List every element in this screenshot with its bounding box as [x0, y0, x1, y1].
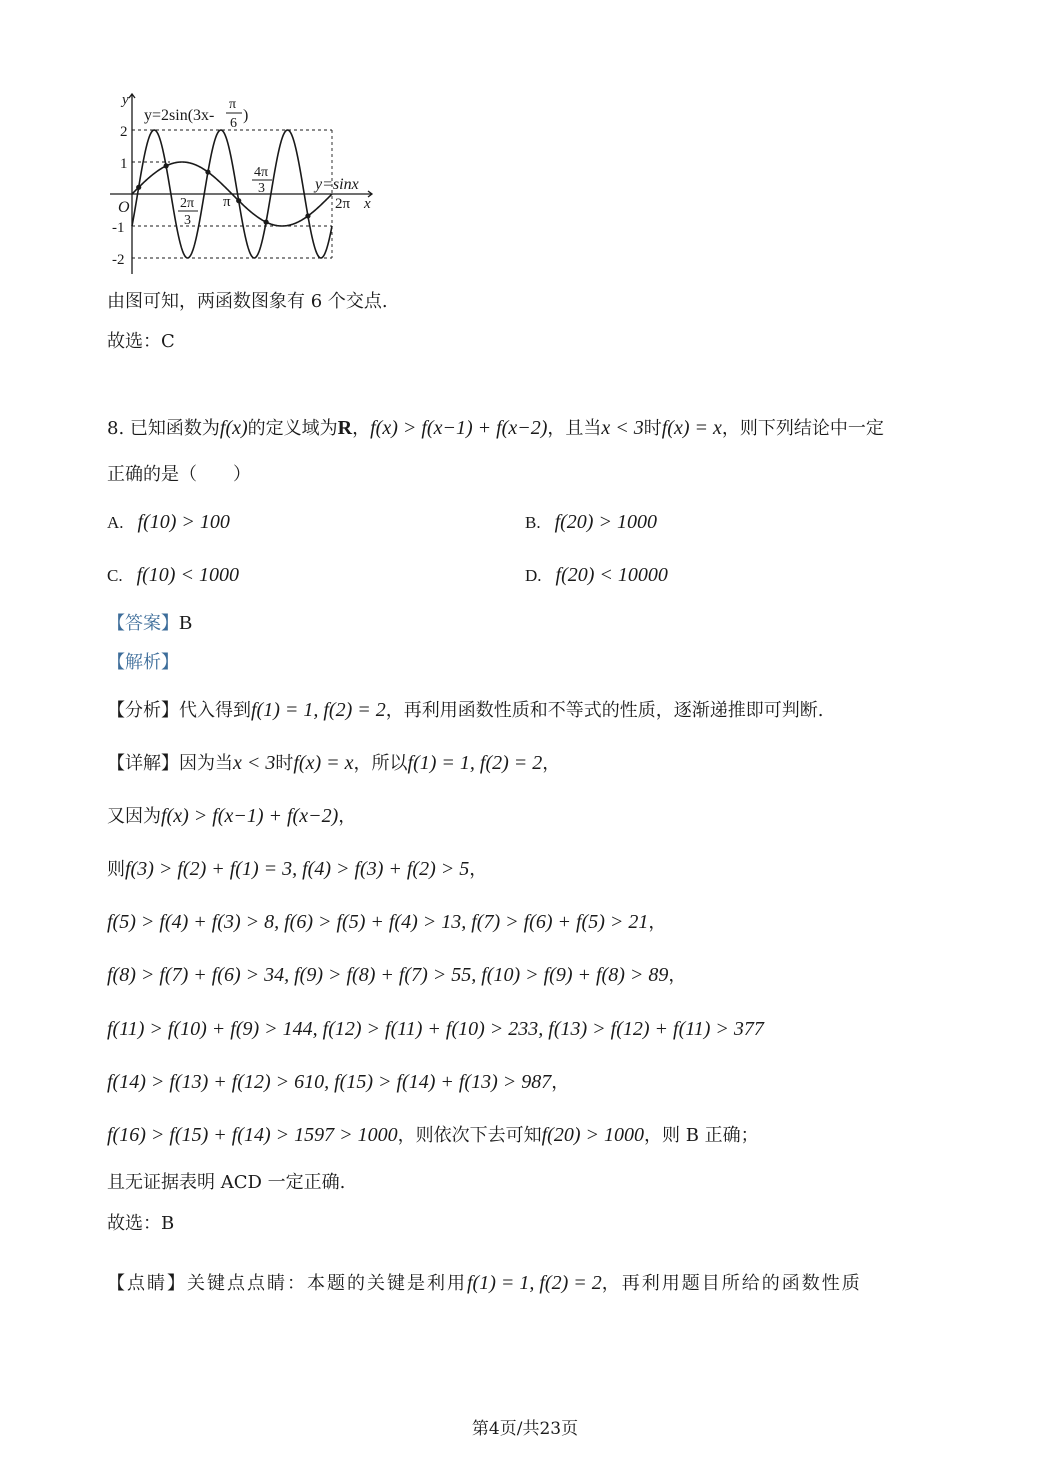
- option-a-text: f(10) > 100: [137, 511, 230, 533]
- option-b-label: B.: [525, 513, 541, 532]
- step-5: [107, 1017, 764, 1042]
- option-c-label: C.: [107, 566, 123, 585]
- option-b-text: f(20) > 1000: [554, 511, 657, 533]
- step-7: [107, 1123, 759, 1148]
- step-5-math: f(11) > f(10) + f(9) > 144, f(12) > f(11) + f(10) > 233, f(13) > f(12) + f(11) > 377: [107, 1018, 764, 1040]
- page-footer: 第4页/共23页: [471, 1419, 579, 1439]
- key-point: [107, 1271, 862, 1296]
- detail-d: ，: [542, 753, 561, 774]
- option-a-label: A.: [107, 513, 124, 532]
- y-axis-label: y: [122, 92, 129, 108]
- curve1-frac-den: 6: [230, 116, 237, 131]
- summary-a: 代入得到: [179, 700, 251, 721]
- q8-fx: f(x): [219, 417, 248, 439]
- step-6-math: f(14) > f(13) + f(12) > 610, f(15) > f(14) + f(13) > 987: [107, 1071, 552, 1093]
- step-6: [107, 1070, 569, 1095]
- analysis-heading: [107, 651, 179, 675]
- summary-math: f(1) = 1, f(2) = 2: [251, 699, 386, 721]
- detail-m3: f(1) = 1, f(2) = 2: [407, 752, 543, 774]
- key-point-a: 关键点点睛：本题的关键是利用: [187, 1273, 467, 1294]
- detail-a: 因为当: [179, 753, 233, 774]
- step-7-math2: f(20) > 1000: [541, 1124, 644, 1146]
- q8-sep: ，: [352, 418, 371, 439]
- detail-tag: 【详解】: [107, 753, 179, 774]
- step-7-text: ，则依次下去可知: [397, 1125, 542, 1146]
- step-2: [107, 857, 487, 882]
- q8-stem-line2: 正确的是（ ）: [107, 464, 251, 485]
- detail-b: 时: [275, 753, 294, 774]
- step-3-math: f(5) > f(4) + f(3) > 8, f(6) > f(5) + f(4) > 13, f(7) > f(6) + f(5) > 21: [107, 911, 649, 933]
- y-tick-neg1: -1: [112, 220, 125, 236]
- intersection-dot: [236, 198, 241, 203]
- step-2-text: 则: [107, 859, 125, 880]
- step-8: 且无证据表明 ACD 一定正确.: [107, 1172, 346, 1193]
- summary-b: ，再利用函数性质和不等式的性质，逐渐递推即可判断.: [385, 700, 824, 721]
- x-tick-4pi3-num: 4π: [254, 165, 269, 180]
- curve1-frac-num: π: [229, 97, 237, 112]
- q8-ineq: f(x) > f(x−1) + f(x−2): [370, 417, 548, 439]
- curve1-close: ): [243, 107, 249, 124]
- option-c-text: f(10) < 1000: [136, 564, 239, 586]
- key-point-b: ，再利用题目所给的函数性质: [601, 1273, 862, 1294]
- key-point-math: f(1) = 1, f(2) = 2: [467, 1272, 602, 1294]
- answer-row: [107, 611, 192, 636]
- x-tick-2pi3-den: 3: [184, 213, 191, 228]
- intersection-dot: [164, 163, 169, 168]
- option-d-label: D.: [525, 566, 542, 585]
- q8-tail: ，则下列结论中一定: [721, 418, 884, 439]
- option-d-text: f(20) < 10000: [555, 564, 668, 586]
- step-1-math: f(x) > f(x−1) + f(x−2): [161, 805, 339, 827]
- x-tick-pi: π: [223, 194, 231, 210]
- intersection-dot: [264, 219, 269, 224]
- graph-conclusion: 由图可知，两函数图象有 6 个交点.: [107, 291, 388, 312]
- q8-intro: 8. 已知函数为: [107, 418, 220, 439]
- curve2-label: y=sinx: [315, 176, 359, 193]
- intersection-dot: [205, 169, 210, 174]
- x-tick-2pi: 2π: [335, 196, 351, 212]
- x-tick-2pi3-num: 2π: [180, 196, 195, 211]
- option-a: [107, 510, 230, 535]
- option-b: [525, 510, 657, 535]
- intersection-dot: [305, 213, 310, 218]
- function-graph: [100, 88, 380, 278]
- answer-value: B: [179, 612, 193, 634]
- step-2-end: ，: [469, 859, 488, 880]
- analysis-summary: [107, 698, 823, 723]
- detail-line1: [107, 751, 560, 776]
- step-2-math: f(3) > f(2) + f(1) = 3, f(4) > f(3) + f(2) > 5: [125, 858, 470, 880]
- step-1-end: ，: [338, 806, 357, 827]
- key-point-tag: 【点睛】: [107, 1273, 187, 1294]
- step-4: [107, 963, 686, 988]
- y-tick-1: 1: [120, 156, 128, 172]
- q8-shi: 时: [643, 418, 662, 439]
- q8-when: ，且当: [547, 418, 602, 439]
- step-1-text: 又因为: [107, 806, 161, 827]
- q8-eq: f(x) = x: [661, 417, 722, 439]
- q8-stem-line1: [107, 416, 884, 441]
- step-7-end: ，则 B 正确；: [644, 1125, 759, 1146]
- analysis-tag: 【解析】: [107, 652, 179, 673]
- y-tick-2: 2: [120, 124, 128, 140]
- step-6-end: ，: [551, 1072, 570, 1093]
- answer-prev: 故选：C: [107, 331, 175, 352]
- x-tick-4pi3-den: 3: [258, 181, 265, 196]
- intersection-dot: [136, 185, 141, 190]
- step-7-math: f(16) > f(15) + f(14) > 1597 > 1000: [107, 1124, 398, 1146]
- q8-cond: x < 3: [601, 417, 644, 439]
- detail-c: ，所以: [353, 753, 408, 774]
- detail-m1: x < 3: [233, 752, 276, 774]
- curve1-label: y=2sin(3x-: [144, 107, 215, 124]
- option-c: [107, 563, 239, 588]
- step-1: [107, 804, 356, 829]
- step-3: [107, 910, 666, 935]
- step-4-math: f(8) > f(7) + f(6) > 34, f(9) > f(8) + f(7) > 55, f(10) > f(9) + f(8) > 89: [107, 964, 669, 986]
- step-4-end: ，: [668, 965, 687, 986]
- detail-m2: f(x) = x: [293, 752, 354, 774]
- summary-tag: 【分析】: [107, 700, 179, 721]
- final-answer: 故选：B: [107, 1213, 175, 1234]
- step-3-end: ，: [648, 912, 667, 933]
- option-d: [525, 563, 668, 588]
- q8-domain: 的定义域为: [247, 418, 338, 439]
- q8-R: R: [337, 417, 353, 439]
- answer-tag: 【答案】: [107, 613, 179, 634]
- origin-label: O: [118, 199, 130, 216]
- y-tick-neg2: -2: [112, 252, 125, 268]
- x-axis-label: x: [364, 196, 371, 212]
